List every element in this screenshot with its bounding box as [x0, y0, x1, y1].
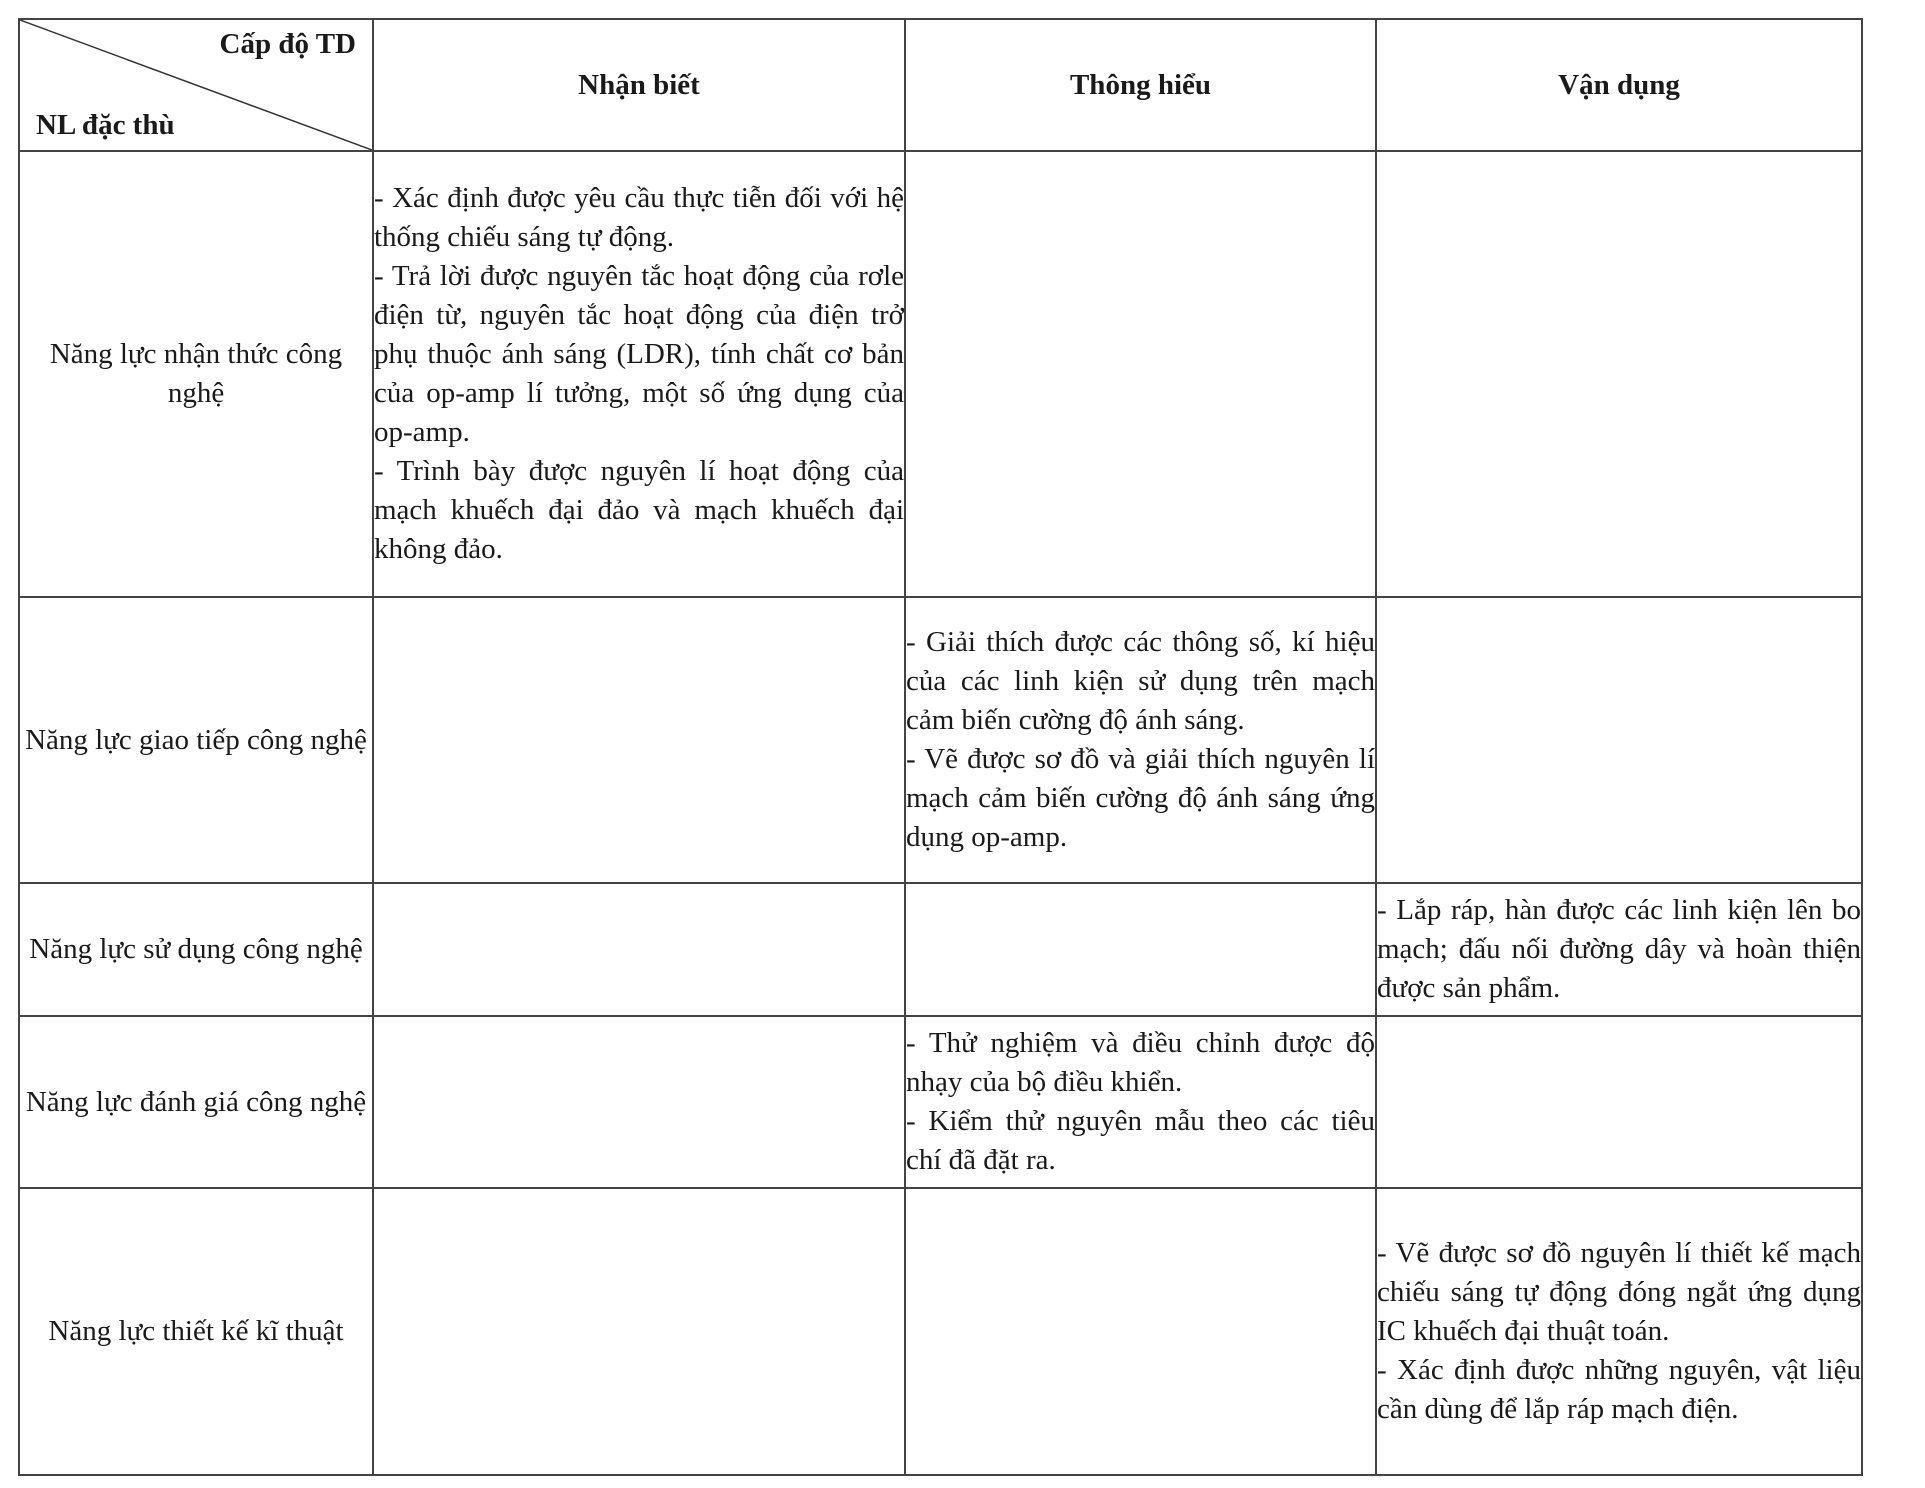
row-label: Năng lực đánh giá công nghệ — [19, 1016, 373, 1188]
cell-thong-hieu — [905, 883, 1376, 1016]
header-row — [19, 19, 1862, 151]
column-header-thong-hieu: Thông hiểu — [905, 19, 1376, 151]
cell-nhan-biet — [373, 1188, 905, 1475]
table-row — [19, 883, 1862, 1016]
cell-van-dung — [1376, 883, 1862, 1016]
competency-axis-label: NL đặc thù — [36, 109, 175, 141]
cell-thong-hieu — [905, 1016, 1376, 1188]
cell-text: - Lắp ráp, hàn được các linh kiện lên bo mạch; đấu nối đường dây và hoàn thiện được sản phẩm. — [1377, 894, 1861, 1004]
row-label: Năng lực giao tiếp công nghệ — [19, 597, 373, 883]
cell-text: - Xác định được những nguyên, vật liệu cần dùng để lắp ráp mạch điện. — [1377, 1354, 1861, 1425]
cell-text: - Giải thích được các thông số, kí hiệu của các linh kiện sử dụng trên mạch cảm biến cường độ ánh sáng. — [906, 626, 1375, 736]
column-header-nhan-biet: Nhận biết — [373, 19, 905, 151]
level-axis-label: Cấp độ TD — [219, 28, 356, 60]
table-row — [19, 597, 1862, 883]
cell-thong-hieu — [905, 597, 1376, 883]
cell-text: - Trình bày được nguyên lí hoạt động của mạch khuếch đại đảo và mạch khuếch đại không đảo. — [374, 455, 904, 565]
cell-van-dung — [1376, 1016, 1862, 1188]
column-header-van-dung: Vận dụng — [1376, 19, 1862, 151]
cell-text: - Trả lời được nguyên tắc hoạt động của rơle điện từ, nguyên tắc hoạt động của điện trở phụ thuộc ánh sáng (LDR), tính chất cơ bản của op-amp lí tưởng, một số ứng dụng của op-amp. — [374, 260, 904, 448]
cell-nhan-biet — [373, 1016, 905, 1188]
corner-header-cell — [19, 19, 373, 151]
cell-text: - Kiểm thử nguyên mẫu theo các tiêu chí đã đặt ra. — [906, 1105, 1375, 1176]
row-label: Năng lực thiết kế kĩ thuật — [19, 1188, 373, 1475]
cell-text: - Xác định được yêu cầu thực tiễn đối với hệ thống chiếu sáng tự động. — [374, 182, 904, 253]
cell-text: - Vẽ được sơ đồ và giải thích nguyên lí mạch cảm biến cường độ ánh sáng ứng dụng op-amp. — [906, 743, 1375, 853]
cell-nhan-biet — [373, 151, 905, 597]
cell-van-dung — [1376, 151, 1862, 597]
table-row — [19, 1016, 1862, 1188]
cell-text: - Vẽ được sơ đồ nguyên lí thiết kế mạch chiếu sáng tự động đóng ngắt ứng dụng IC khuếch đại thuật toán. — [1377, 1237, 1861, 1347]
cell-text: - Thử nghiệm và điều chỉnh được độ nhạy của bộ điều khiển. — [906, 1027, 1375, 1098]
table-row — [19, 1188, 1862, 1475]
table-row — [19, 151, 1862, 597]
cell-nhan-biet — [373, 597, 905, 883]
cell-thong-hieu — [905, 151, 1376, 597]
cell-nhan-biet — [373, 883, 905, 1016]
cell-thong-hieu — [905, 1188, 1376, 1475]
row-label: Năng lực sử dụng công nghệ — [19, 883, 373, 1016]
cell-van-dung — [1376, 1188, 1862, 1475]
cell-van-dung — [1376, 597, 1862, 883]
competency-matrix-table — [18, 18, 1863, 1476]
row-label: Năng lực nhận thức công nghệ — [19, 151, 373, 597]
